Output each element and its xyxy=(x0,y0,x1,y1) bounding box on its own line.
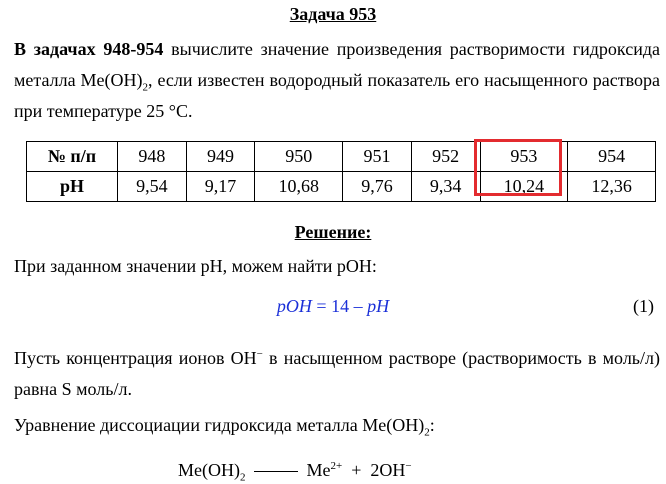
table-cell-number: 954 xyxy=(568,142,656,172)
table-cell-ph: 12,36 xyxy=(568,172,656,202)
conc-ion: OH xyxy=(230,348,257,368)
reaction-arrow-icon xyxy=(254,471,298,472)
dissoc-sub: 2 xyxy=(424,426,430,439)
conc-text-2: в насыщенном растворе (растворимость в моль/л) равна S моль/л. xyxy=(14,348,660,399)
problem-sub: 2 xyxy=(142,81,149,94)
table-header-number: № п/п xyxy=(27,142,118,172)
table-cell-ph: 9,17 xyxy=(186,172,255,202)
table-cell-number: 952 xyxy=(411,142,480,172)
table-cell-ph: 10,68 xyxy=(255,172,343,202)
reaction-plus: + xyxy=(351,460,362,480)
table-cell-ph: 9,34 xyxy=(411,172,480,202)
dissociation-title xyxy=(14,415,435,439)
dissociation-reaction xyxy=(178,460,412,484)
dissoc-title-1: Уравнение диссоциации гидроксида металла Me(OH) xyxy=(14,415,425,435)
concentration-text xyxy=(14,343,660,405)
reaction-oh: 2OH xyxy=(370,460,406,480)
problem-text-2: , если известен водородный показатель его насыщенного раствора при температуре 25 °C. xyxy=(14,70,660,121)
formula-poh xyxy=(0,296,666,317)
table-cell-ph: 9,54 xyxy=(118,172,187,202)
highlight-box xyxy=(474,139,562,196)
table-cell-ph: 9,76 xyxy=(343,172,412,202)
table-cell-number: 948 xyxy=(118,142,187,172)
dissoc-title-2: : xyxy=(429,415,435,435)
reaction-me: Me xyxy=(306,460,331,480)
problem-text-1: вычислите значение произведения растворимости гидроксида металла Me(OH) xyxy=(14,39,660,90)
table-cell-number: 949 xyxy=(186,142,255,172)
reaction-left-sub: 2 xyxy=(239,471,246,484)
problem-lead: В задачах 948-954 xyxy=(14,39,164,59)
solution-title: Решение: xyxy=(294,222,372,242)
table-cell-number: 950 xyxy=(255,142,343,172)
problem-title: Задача 953 xyxy=(289,4,377,24)
table-cell-ph: 10,24 xyxy=(480,172,568,202)
solution-line-1: При заданном значении pH, можем найти pOH: xyxy=(14,256,377,276)
reaction-oh-charge: − xyxy=(405,460,412,472)
conc-text-1: Пусть концентрация ионов xyxy=(14,348,231,368)
reaction-left: Me(OH) xyxy=(178,460,240,480)
table-cell-number: 951 xyxy=(343,142,412,172)
formula-left: pOH xyxy=(276,296,312,316)
equation-number: (1) xyxy=(633,296,654,316)
table-header-ph: pH xyxy=(27,172,118,202)
formula-right: pH xyxy=(367,296,390,316)
reaction-me-charge: 2+ xyxy=(330,460,343,472)
conc-ion-charge: − xyxy=(256,348,263,360)
problem-statement xyxy=(14,34,660,127)
formula-eq: = 14 – xyxy=(311,296,368,316)
table-cell-number: 953 xyxy=(480,142,568,172)
